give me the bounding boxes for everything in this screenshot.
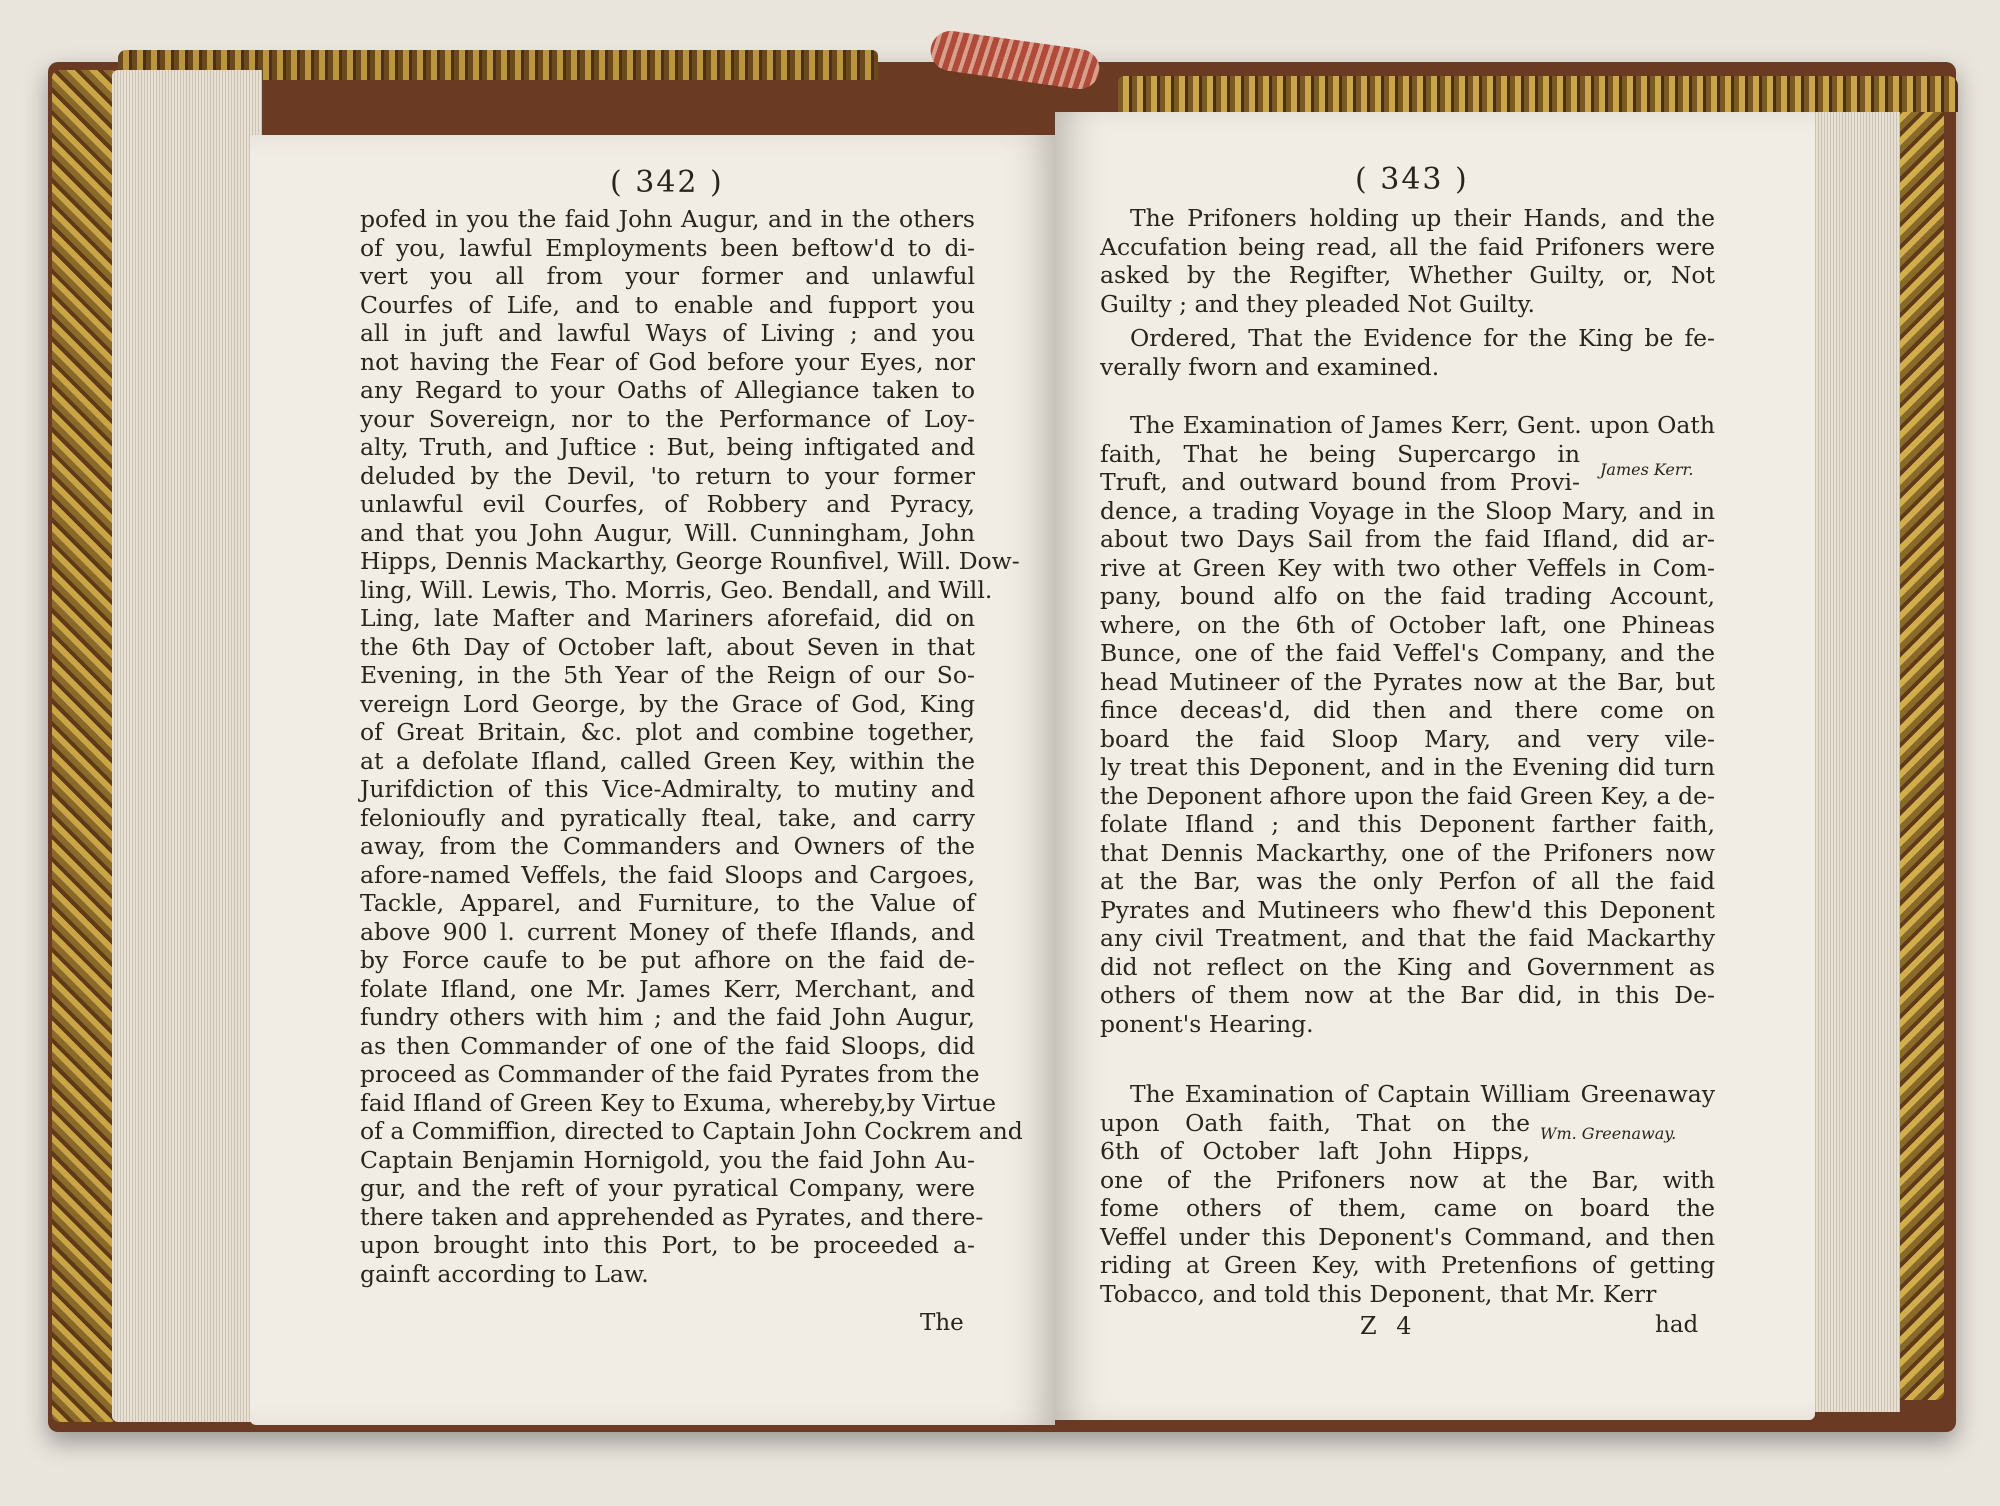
text-line: Tackle, Apparel, and Furniture, to the Value of xyxy=(360,889,975,917)
text-line: Guilty ; and they pleaded Not Guilty. xyxy=(1100,289,1535,318)
text-line: rive at Green Key with two other Veffels in Com- xyxy=(1100,553,1715,582)
text-line: pany, bound alfo on the faid trading Account, xyxy=(1100,582,1715,610)
text-line: did not reflect on the King and Government as xyxy=(1100,952,1715,981)
text-line: Pyrates and Mutineers who fhew'd this Deponent xyxy=(1100,895,1715,924)
text-line: felonioufly and pyratically fteal, take, and carry xyxy=(360,803,975,832)
text-line: verally fworn and examined. xyxy=(1100,352,1440,381)
text-line: Evening, in the 5th Year of the Reign of our So- xyxy=(360,661,975,689)
paragraph-gap xyxy=(1100,1038,1715,1080)
text-line: Bunce, one of the faid Veffel's Company, and the xyxy=(1100,639,1715,667)
text-line: faith, That he being Supercargo in xyxy=(1100,439,1580,468)
text-line: alty, Truth, and Juftice : But, being inftigated and xyxy=(360,433,975,461)
text-line: riding at Green Key, with Pretenfions of getting xyxy=(1100,1251,1715,1279)
text-line: fundry others with him ; and the faid John Augur, xyxy=(360,1003,975,1031)
left-page xyxy=(250,135,1055,1425)
text-line: of Great Britain, &c. plot and combine together, xyxy=(360,718,975,746)
catchword-left: The xyxy=(920,1310,964,1336)
page-number-left: ( 342 ) xyxy=(610,165,724,200)
paragraph xyxy=(1100,411,1715,1038)
text-line: vereign Lord George, by the Grace of God, King xyxy=(360,689,975,718)
margin-note-kerr: James Kerr. xyxy=(1600,460,1694,479)
signature-mark: Z 4 xyxy=(1360,1312,1418,1340)
right-page xyxy=(1055,112,1815,1420)
text-line: of you, lawful Employments been beftow'd to di- xyxy=(360,233,975,262)
text-line: above 900 l. current Money of thefe Iflands, and xyxy=(360,917,975,946)
text-line: proceed as Commander of the faid Pyrates from the xyxy=(360,1060,980,1088)
text-line: dence, a trading Voyage in the Sloop Mary, and in xyxy=(1100,496,1715,525)
text-line: faid Ifland of Green Key to Exuma, whereby,by Virtue xyxy=(360,1088,997,1117)
text-line: The Examination of James Kerr, Gent. upon Oath xyxy=(1130,411,1715,439)
text-line: head Mutineer of the Pyrates now at the Bar, but xyxy=(1100,667,1715,696)
paragraph xyxy=(1100,324,1715,381)
text-line: where, on the 6th of October laft, one Phineas xyxy=(1100,610,1715,639)
text-line: afore-named Veffels, the faid Sloops and Cargoes, xyxy=(360,860,975,889)
page-edges-left xyxy=(112,70,262,1422)
text-line: upon Oath faith, That on the xyxy=(1100,1108,1530,1137)
text-line: Ling, late Mafter and Mariners aforefaid, did on xyxy=(360,604,975,632)
margin-note-greenaway: Wm. Greenaway. xyxy=(1540,1124,1677,1143)
gilt-edge-left xyxy=(52,70,118,1422)
text-line: Hipps, Dennis Mackarthy, George Rounfivel, Will. Dow- xyxy=(360,547,1020,575)
text-line: Ordered, That the Evidence for the King be fe- xyxy=(1130,324,1715,352)
text-line: one of the Prifoners now at the Bar, with xyxy=(1100,1165,1715,1194)
text-line: your Sovereign, nor to the Performance of Loy- xyxy=(360,404,975,433)
text-line: by Force caufe to be put afhore on the faid de- xyxy=(360,946,975,974)
text-line: not having the Fear of God before your Eyes, nor xyxy=(360,347,975,376)
paragraph xyxy=(1100,1080,1715,1308)
page-number-right: ( 343 ) xyxy=(1355,162,1469,197)
text-line: The Prifoners holding up their Hands, and the xyxy=(1130,204,1715,232)
text-line: that Dennis Mackarthy, one of the Prifoners now xyxy=(1100,838,1715,867)
text-line: Tobacco, and told this Deponent, that Mr. Kerr xyxy=(1100,1279,1657,1308)
text-line: away, from the Commanders and Owners of the xyxy=(360,832,975,860)
text-line: Jurifdiction of this Vice-Admiralty, to mutiny and xyxy=(360,775,975,803)
text-line: vert you all from your former and unlawful xyxy=(360,262,975,290)
text-line: any civil Treatment, and that the faid Mackarthy xyxy=(1100,924,1715,952)
text-line: fince deceas'd, did then and there come on xyxy=(1100,696,1715,724)
page-edges-right xyxy=(1810,112,1900,1412)
text-line: Captain Benjamin Hornigold, you the faid John Au- xyxy=(360,1145,975,1174)
text-line: as then Commander of one of the faid Sloops, did xyxy=(360,1031,975,1060)
text-line: Veffel under this Deponent's Command, and then xyxy=(1100,1222,1715,1251)
text-line: ling, Will. Lewis, Tho. Morris, Geo. Bendall, and Will. xyxy=(360,575,993,604)
text-line: the Deponent afhore upon the faid Green Key, a de- xyxy=(1100,781,1715,810)
text-line: gainft according to Law. xyxy=(360,1259,649,1288)
text-line: ly treat this Deponent, and in the Evening did turn xyxy=(1100,753,1715,781)
left-page-text xyxy=(360,205,1023,1288)
text-line: and that you John Augur, Will. Cunningham, John xyxy=(360,518,975,547)
text-line: others of them now at the Bar did, in this De- xyxy=(1100,981,1715,1009)
text-line: 6th of October laft John Hipps, xyxy=(1100,1137,1530,1165)
text-line: unlawful evil Courfes, of Robbery and Pyracy, xyxy=(360,490,975,518)
text-line: upon brought into this Port, to be proceeded a- xyxy=(360,1231,975,1259)
text-line: The Examination of Captain William Greenaway xyxy=(1130,1080,1715,1108)
gilt-edge-top-right xyxy=(1118,76,1958,112)
text-line: board the faid Sloop Mary, and very vile- xyxy=(1100,724,1715,753)
text-line: the 6th Day of October laft, about Seven in that xyxy=(360,632,975,661)
paragraph xyxy=(1100,204,1715,318)
paragraph-gap xyxy=(1100,381,1715,411)
text-line: at a defolate Ifland, called Green Key, within the xyxy=(360,746,975,775)
text-line: any Regard to your Oaths of Allegiance taken to xyxy=(360,376,975,404)
text-line: folate Ifland, one Mr. James Kerr, Merchant, and xyxy=(360,974,975,1003)
text-line: of a Commiffion, directed to Captain John Cockrem and xyxy=(360,1117,1023,1145)
text-line: ponent's Hearing. xyxy=(1100,1009,1314,1038)
text-line: there taken and apprehended as Pyrates, and there- xyxy=(360,1202,984,1231)
text-line: fome others of them, came on board the xyxy=(1100,1194,1715,1222)
text-line: deluded by the Devil, 'to return to your former xyxy=(360,461,975,490)
text-line: asked by the Regifter, Whether Guilty, or, Not xyxy=(1100,261,1715,289)
text-line: Accufation being read, all the faid Prifoners were xyxy=(1100,232,1715,261)
text-line: gur, and the reft of your pyratical Company, were xyxy=(360,1174,975,1202)
text-line: at the Bar, was the only Perfon of all the faid xyxy=(1100,867,1715,895)
catchword-right: had xyxy=(1655,1312,1699,1338)
text-line: about two Days Sail from the faid Ifland, did ar- xyxy=(1100,525,1715,553)
text-line: all in juft and lawful Ways of Living ; and you xyxy=(360,319,975,347)
text-line: Courfes of Life, and to enable and fupport you xyxy=(360,290,975,319)
text-line: Truft, and outward bound from Provi- xyxy=(1100,468,1580,496)
text-line: folate Ifland ; and this Deponent farther faith, xyxy=(1100,810,1715,838)
text-line: pofed in you the faid John Augur, and in the others xyxy=(360,205,975,233)
